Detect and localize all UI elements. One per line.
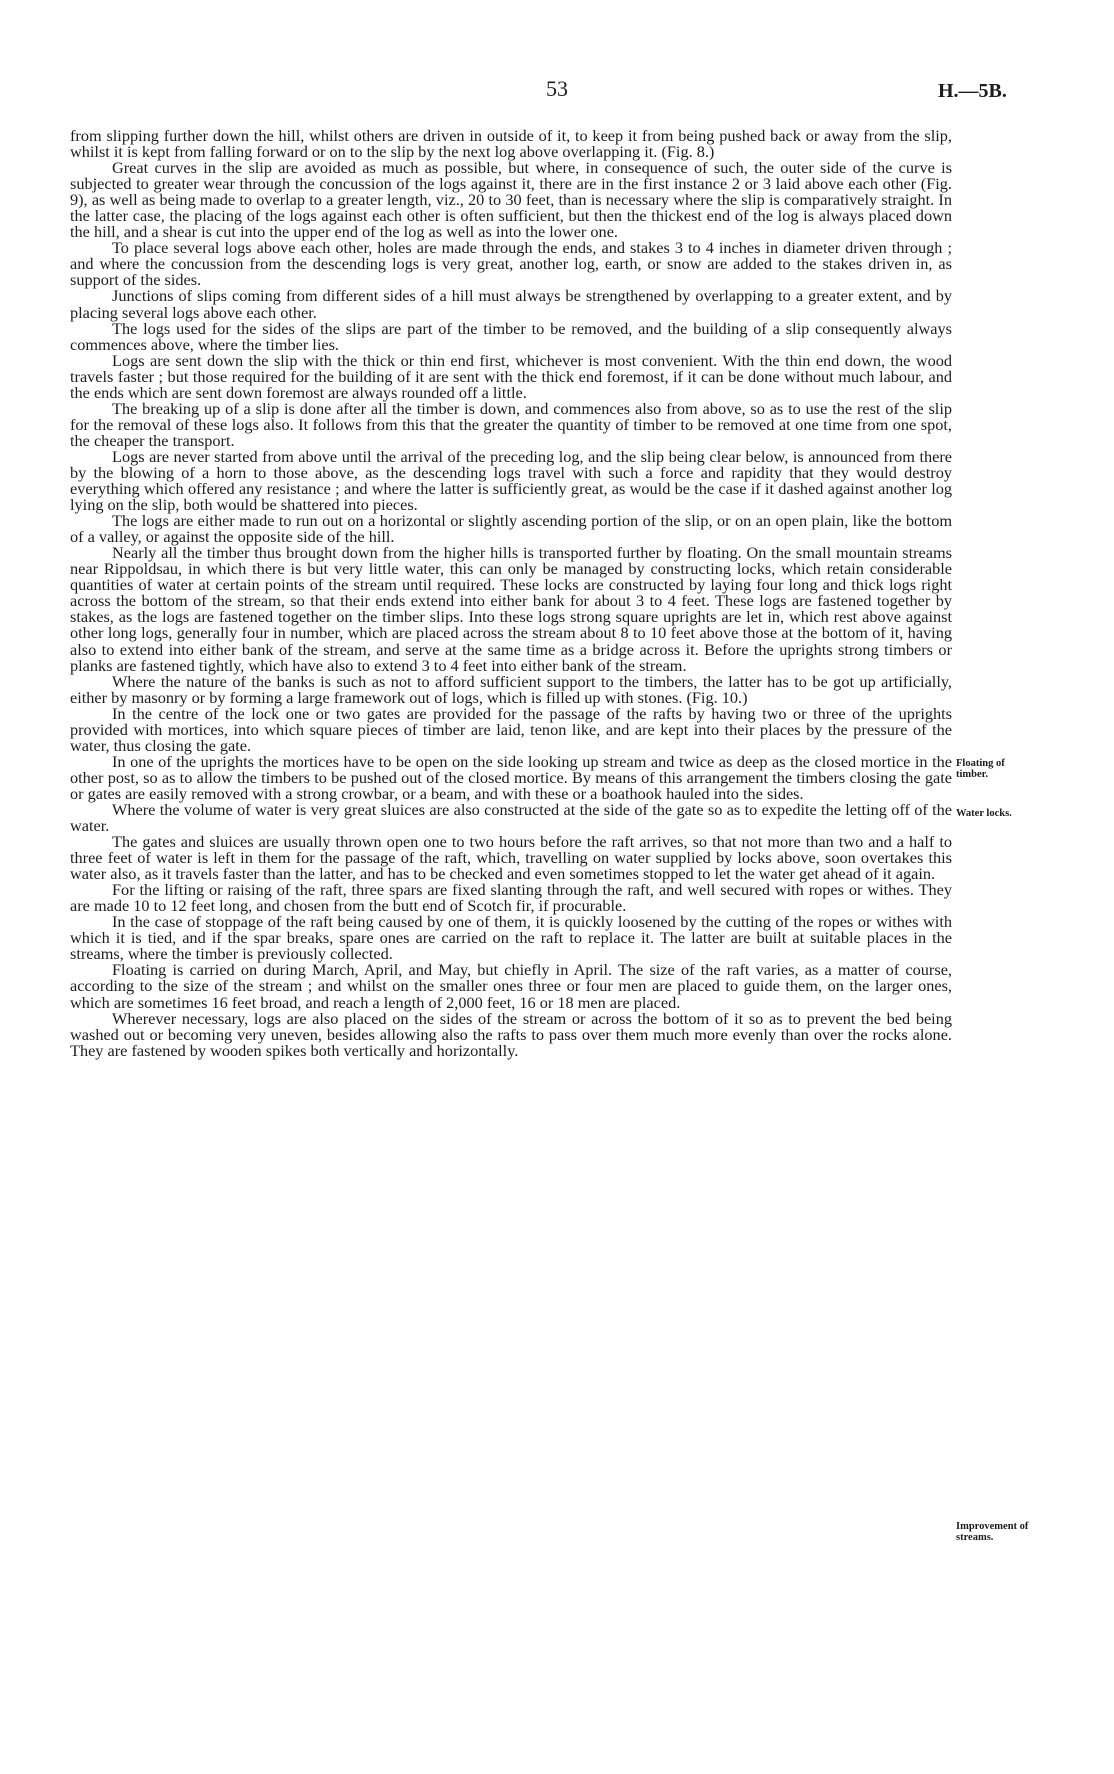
paragraph: Wherever necessary, logs are also placed on the sides of the stream or across the bottom of it so as to prevent the bed being washed out or becoming very uneven, besides allowing also the rafts to pass over them much more evenly than over the rocks alone. They are fastened by wooden spikes both vertically and horizontally. [70, 1008, 952, 1060]
paragraph: Logs are never started from above until the arrival of the preceding log, and the slip being clear below, is announced from there by the blowing of a horn to those above, as the descending logs travel with such a force and rapidity that they would destroy everything which offered any resistance ; and where the latter is sufficiently great, as would be the case if it dashed against another log lying on the slip, both would be shattered into pieces. [70, 446, 952, 515]
paragraph: The logs are either made to run out on a horizontal or slightly ascending portion of the slip, or on an open plain, like the bottom of a valley, or against the opposite side of the hill. [70, 511, 952, 547]
sidenote-water-locks: Water locks. [956, 808, 1012, 819]
paragraph: The logs used for the sides of the slips are part of the timber to be removed, and the building of a slip consequently always commences above, where the timber lies. [70, 318, 952, 354]
paragraph: Where the nature of the banks is such as not to afford sufficient support to the timbers, the latter has to be got up artificially, either by masonry or by forming a large framework out of logs, which is filled up with stones. (Fig. 10.) [70, 671, 952, 707]
paragraph: For the lifting or raising of the raft, three spars are fixed slanting through the raft, and well secured with ropes or withes. They are made 10 to 12 feet long, and chosen from the butt end of Scotch fir, if procurable. [70, 880, 952, 916]
paragraph: Great curves in the slip are avoided as much as possible, but where, in consequence of such, the outer side of the curve is subjected to greater wear through the concussion of the logs against it, there are in the first instance 2 or 3 laid above each other (Fig. 9), as well as being made to overlap to a greater length, viz., 20 to 30 feet, than is necessary where the slip is comparatively straight. In the latter case, the placing of the logs against each other is often sufficient, but then the thickest end of the log is always placed down the hill, and a shear is cut into the upper end of the log as well as into the lower one. [70, 158, 952, 242]
sidenote-improvement-of-streams: Improvement of streams. [956, 1521, 1029, 1543]
paragraph: Junctions of slips coming from different sides of a hill must always be strengthened by overlapping to a greater extent, and by placing several logs above each other. [70, 286, 952, 322]
page-reference: H.—5B. [938, 80, 1007, 102]
paragraph: Where the volume of water is very great sluices are also constructed at the side of the gate so as to expedite the letting off of the water. [70, 799, 952, 836]
paragraph: In the centre of the lock one or two gates are provided for the passage of the rafts by having two or three of the uprights provided with mortices, into which square pieces of timber are laid, tenon like, and are kept into their places by the pressure of the water, thus closing the gate. [70, 703, 952, 755]
body-text [70, 128, 952, 1059]
paragraph: Logs are sent down the slip with the thick or thin end first, whichever is most convenient. With the thin end down, the wood travels faster ; but those required for the building of it are sent with the thick end foremost, if it can be done without much labour, and the ends which are sent down foremost are always rounded off a little. [70, 350, 952, 402]
paragraph: The gates and sluices are usually thrown open one to two hours before the raft arrives, so that not more than two and a half to three feet of water is left in them for the passage of the raft, which, travelling on water supplied by locks above, soon overtakes this water also, as it travels faster than the latter, and has to be checked and even sometimes stopped to let the water get ahead of it again. [70, 832, 952, 884]
paragraph: In the case of stoppage of the raft being caused by one of them, it is quickly loosened by the cutting of the ropes or withes with which it is tied, and if the spar breaks, spare ones are carried on the raft to replace it. The latter are built at suitable places in the streams, where the timber is previously collected. [70, 912, 952, 964]
paragraph: The breaking up of a slip is done after all the timber is down, and commences also from above, so as to use the rest of the slip for the removal of these logs also. It follows from this that the greater the quantity of timber to be removed at one time from one spot, the cheaper the transport. [70, 398, 952, 450]
page-number: 53 [546, 76, 568, 101]
sidenote-floating-of-timber: Floating of timber. [956, 758, 1005, 780]
paragraph: In one of the uprights the mortices have to be open on the side looking up stream and twice as deep as the closed mortice in the other post, so as to allow the timbers to be pushed out of the closed mortice. By means of this arrangement the timbers closing the gate or gates are easily removed with a strong crowbar, or a beam, and with these or a boathook hauled into the sides. [70, 751, 952, 803]
paragraph: To place several logs above each other, holes are made through the ends, and stakes 3 to 4 inches in diameter driven through ; and where the concussion from the descending logs is very great, another log, earth, or snow are added to the stakes driven in, as support of the sides. [70, 238, 952, 290]
paragraph: Nearly all the timber thus brought down from the higher hills is transported further by floating. On the small mountain streams near Rippoldsau, in which there is but very little water, this can only be managed by constructing locks, which retain considerable quantities of water at certain points of the stream until required. These locks are constructed by laying four long and thick logs right across the bottom of the stream, so that their ends extend into either bank for about 3 to 4 feet. These logs are fastened together by stakes, as the logs are fastened together on the timber slips. Into these logs strong square uprights are let in, which rest above against other long logs, generally four in number, which are placed across the stream about 8 to 10 feet above those at the bottom of it, having also to extend into either bank of the stream, and serve at the same time as a bridge across it. Before the uprights strong timbers or planks are fastened tightly, which have also to extend 3 to 4 feet into either bank of the stream. [70, 543, 952, 675]
paragraph: from slipping further down the hill, whilst others are driven in outside of it, to keep it from being pushed back or away from the slip, whilst it is kept from falling forward or on to the slip by the next log above overlapping it. (Fig. 8.) [70, 126, 952, 162]
paragraph: Floating is carried on during March, April, and May, but chiefly in April. The size of the raft varies, as a matter of course, according to the size of the stream ; and whilst on the smaller ones three or four men are placed to guide them, on the larger ones, which are sometimes 16 feet broad, and reach a length of 2,000 feet, 16 or 18 men are placed. [70, 960, 952, 1012]
